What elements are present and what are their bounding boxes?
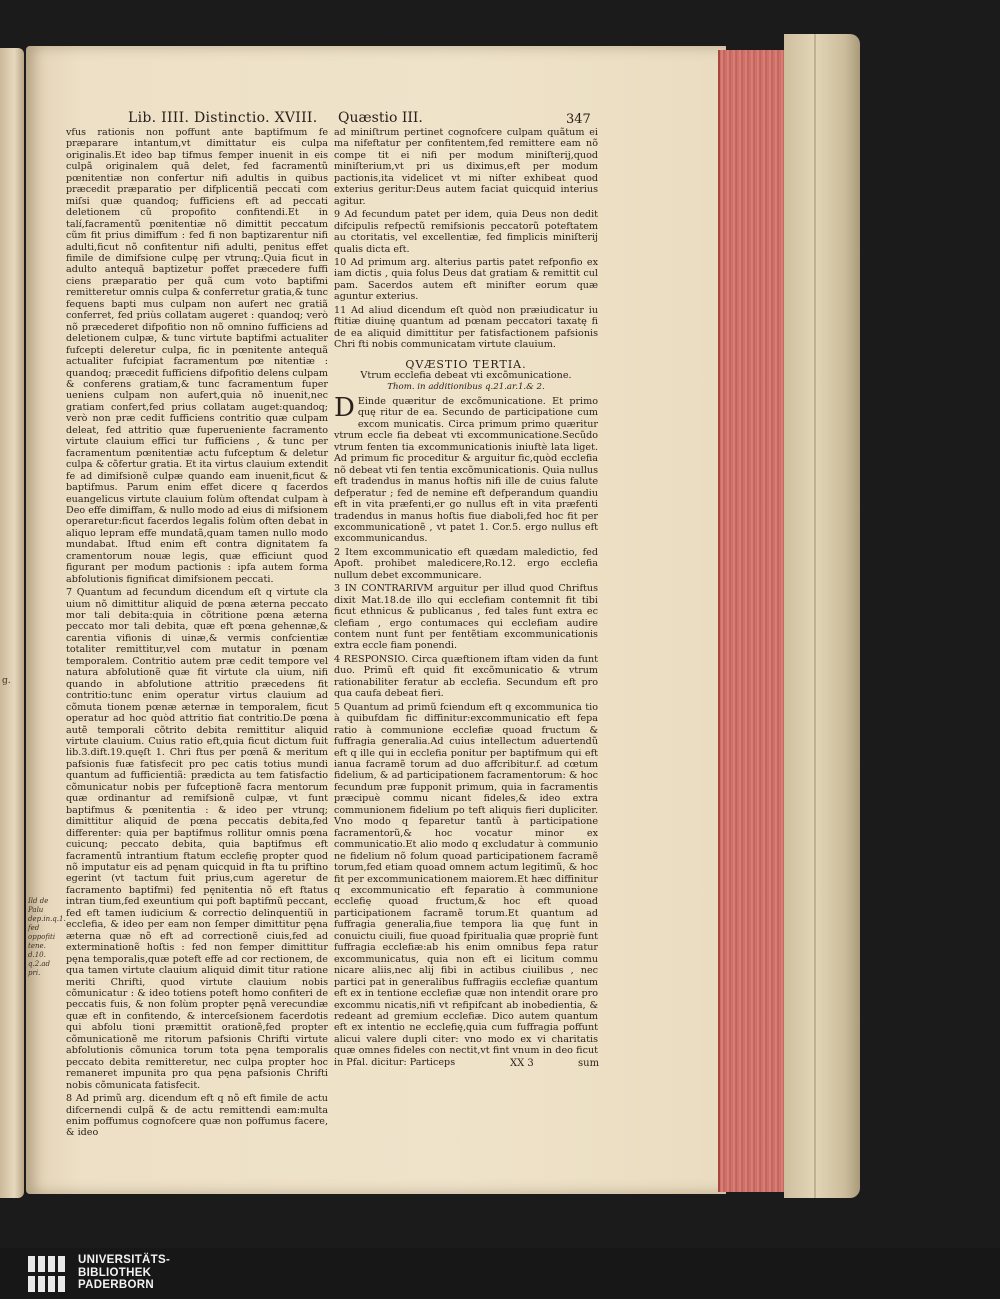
right-paragraph: 5 Quantum ad primũ fciendum eft q excommunica tio à quibufdam fic diffinitur:excommunicatio eft fepa ratio à communione ecclefiæ quoad fructum & fuffragia generalia.Ad cuius intellectum aduertendũ eft q ille qui in ecclefia ponitur per baptifmum qui eft ianua facramẽ torum ad duo affcribitur.f. ad cœtum fidelium, & ad participationem facramentorum: & hoc fecundum præ fupponit primum, quia in facramentis præcipuè commu nicant fideles,& ideo extra communionem fidelium po teft aliquis fieri dupliciter. Vno modo q feparetur tantũ à participatione facramentorũ,& hoc vocatur minor ex communicatio.Et alio modo q excludatur à communio ne fidelium nõ folum quoad participationem facramẽ torum,fed etiam quoad omnem actum legitimũ, & hoc fit per excommunicationem maiorem.Et hæc diffinitur q excommunicatio eft feparatio à communione ecclefię quoad fructum,& hoc eft quoad participationem facramẽ torum.Et quantum ad fuffragia generalia,fiue tempora lia quę funt in conuictu ciuili, fiue quoad fpiritualia quæ propriè funt fuffragia ecclefiæ:ab his enim omnibus fepa ratur excommunicatus, quia non eft ei licitum commu nicare aliis,nec alij fibi in actibus ciuilibus , nec partici pat in generalibus fuffragiis ecclefiæ quantum eft ex in tentione ecclefiæ quæ non intendit orare pro excommu nicatis,nifi vt refipifcant ab inobedientia, & redeant ad gremium ecclefiæ. Dico autem quantum eft ex intentio ne ecclefię,quia cum fuffragia poffunt alicui valere dupli citer: vno modo ex vi charitatis quæ omnes fideles con nectit,vt fint vnum in deo ficut in Pfal. dicitur: Particeps <box>334 701 598 1068</box>
running-head-left: Lib. IIII. Distinctio. XVIII. <box>128 110 318 126</box>
right-text-column <box>334 127 598 1067</box>
right-paragraph: 10 Ad primum arg. alterius partis patet refponfio ex iam dictis , quia folus Deus dat gratiam & remittit cul pam. Sacerdos autem eft minifter eorum quæ aguntur exterius. <box>334 256 598 303</box>
right-paragraph: 9 Ad fecundum patet per idem, quia Deus non dedit difcipulis refpectũ remifsionis peccatorũ poteftatem au ctoritatis, vel excellentiæ, fed fimplicis miniſterij qualis dicta eft. <box>334 209 598 255</box>
opening-text: Einde quæritur de excõmunicatione. Et primo quę ritur de ea. Secundo de participatione cum excom municatis. Circa primum primo quæritur vtrum eccle fia debeat vti excommunicatione.Secũdo vtrum fenten tia excommunicationis iniuftè lata liget. Ad primum fic proceditur & arguitur fic,quòd ecclefia nõ debeat vti fen tentia excõmunicationis. Quia nullus eft tradendus in manus hoftis nifi ille de cuius falute defperatur ; fed de nemine eft defperandum quandiu eft in vita præfenti,er go nullus eft in vita præfenti tradendus in manus hoſtis fiue diaboli,fed hoc fit per excommunicationẽ , vt patet 1. Cor.5. ergo nullus eft excommunicandus. <box>334 395 598 545</box>
vellum-cover <box>784 34 860 1198</box>
left-paragraph: 7 Quantum ad fecundum dicendum eſt q virtute cla uium nõ dimittitur aliquid de pœna æterna peccato mor tali debita:quia in cõtritione pœna æterna peccato mor tali debita, quæ eft pœna gehennæ,& carentia vifionis di uinæ,& vermis confcientiæ totaliter remittitur,vel com mutatur in pœnam temporalem. Contritio autem præ cedit tempore vel natura abfolutionẽ quæ fit virtute cla uium, nifi quando in abfolutione attritio præcedens fit contritio:tunc enim operatur virtus clauium ad cõmuta tionem pœnæ æternæ in temporalem, ficut operatur ad hoc quòd attritio fiat contritio.De pœna autẽ temporali cõtrito debita remittitur aliquid virtute clauium. Cuius ratio eft,quia ficut dictum fuit lib.3.dift.19.quęſt 1. Chri ftus per pœnã & meritum pafsionis fuæ fatisfecit pro pec catis totius mundi quantum ad fufficientiã: prædicta au tem fatisfactio cõmunicatur nobis per fufceptionẽ facra mentorum quæ ordinantur ad remifsionẽ culpæ, vt funt baptifmus & pœnitentia : & ideo per vtrunq; dimittitur aliquid de pœna peccatis debita,fed differenter: quia per baptifmus rollitur omnis pœna cuicunq; peccato debita, quia baptifmus eft facramentũ intrantium ftatum ecclefię propter quod nõ imputatur eis ad pęnam quicquid in fta tu priftino egerint (vt tactum fuit prius,cum ageretur de facramento baptifmi) fed pęnitentia nõ eft ftatus intran tium,fed exeuntium qui poft baptifmũ peccant, fed eft tamen iudicium & correctio delinquentiũ in ecclefia, & ideo per eam non ſemper dimittitur pęna æterna quæ nõ eft ad correctionẽ ciuis,fed ad exterminationẽ hoſtis : fed non femper dimittitur pęna temporalis,quæ poteft effe ad cor rectionem, de qua tamen virtute clauium aliquid dimit titur ratione meriti Chrifti, quod virtute clauium nobis cõmunicatur : & ideo totiens poteft homo confiteri de peccatis fuis, & non folùm propter pęnã verecundiæ quæ eft in confitendo, & interceſsionem facerdotis qui abfolu tioni præmittit orationẽ,fed propter cõmunicationẽ me ritorum pafsionis Chrifti virtute abfolutionis cõmunica torum tota pęna temporalis peccato debita remitteretur, nec culpa propter hoc remaneret impunita pro qua pęna pafsionis Chrifti nobis cõmunicata fatisfecit. <box>66 587 328 1091</box>
folio-number: 347 <box>566 112 591 127</box>
footer-bar <box>0 1248 1000 1299</box>
logo-line: UNIVERSITÄTS- <box>78 1254 171 1266</box>
left-paragraph: 8 Ad primũ arg. dicendum eft q nõ eft fimile de actu difcernendi culpã & de actu remittendi eam:multa enim poffumus cognofcere quæ non poffumus facere, & ideo <box>66 1093 328 1139</box>
signature-mark: XX 3 <box>510 1058 534 1069</box>
left-paragraph: vfus rationis non poffunt ante baptifmum fe præparare intantum,vt dimittatur eis culpa originalis.Et ideo bap tifmus femper inuenit in eis culpã originalem quã delet, fed facramentũ pœnitentiæ non confertur nifi adultis in quibus præcedit præparatio per difplicentiã peccati com miſsi quæ quandoq; fufficiens eft ad peccati deletionem cũ propofito confitendi.Et in talí,facramentũ pœnitentiæ nõ dimittit peccatum cũm fit prius dimiffum : fed fi non baptizarentur nifi adulti,ficut nõ confitentur nifi adulti, penitus effet fimile de dimifsione culpę per vtrunq;.Quia ficut in adulto antequã baptizetur poffet præcedere fuffi ciens præparatio per quã cum voto baptifmi remitteretur omnis culpa & conferretur gratia,& tunc fequens bapti mus culpam non aufert nec gratiã conferret, fed priùs collatam augeret : quandoq; verò nõ præcederet difpofitio non nõ omnino fufficiens ad deletionem culpæ, & tunc virtute baptifmi actualiter fufcepti deleretur culpa, fic in pœnitente antequã actualiter fufcipiat facramentum pœ nitentiæ : quandoq; præcedit fufficiens difpofitio delens culpam & conferens gratiam,& tunc facramentum fuper ueniens culpam non aufert,quia nõ inuenit,nec gratiam confert,fed prius collatam auget:quandoq; verò non præ cedit fufficiens contritio quæ culpam deleat, fed attritio quæ fuperueniente facramento virtute clauium effici tur fufficiens , & tunc per facramentum pœnitentiæ actu fufceptum & deletur culpa & cõfertur gratia. Et ita virtus clauium extendit fe ad dimifsionẽ culpæ quando eam inuenit,ficut & baptifmus. Parum enim effet dicere q facerdos euangelicus virtute clauium folùm oftendat culpam à Deo effe dimiffam, & nullo modo ad eius di mifsionem operaretur:ficut facerdos legalis folùm often debat in aliquo lepram effe mundatã,quam tamen nullo modo mundabat. Iftud enim eft contra dignitatem fa cramentorum nouæ legis, quæ efficiunt quod figurant per modum pactionis : ipfa autem forma abfolutionis fignificat dimifsionem peccati. <box>66 127 328 585</box>
right-paragraph: 4 RESPONSIO. Circa quæftionem iftam viden da funt duo. Primũ eft quid fit excõmunicatio & vtrum rationabiliter feratur ab ecclefia. Secundum eft pro qua caufa debeat fieri. <box>334 653 598 700</box>
logo-line: PADERBORN <box>78 1279 154 1291</box>
right-paragraph: 2 Item excommunicatio eft quædam maledictio, fed Apoft. prohibet maledicere,Ro.12. ergo ecclefia nullum debet excommunicare. <box>334 546 598 581</box>
question-opening <box>334 392 598 545</box>
drop-cap: D <box>334 392 355 423</box>
catchword: sum <box>578 1058 600 1069</box>
library-logo-text <box>78 1254 170 1292</box>
library-logo-icon <box>28 1256 68 1292</box>
question-title: QVÆSTIO TERTIA. <box>405 357 527 371</box>
left-margin-mark: g. <box>2 676 11 686</box>
running-head-right: Quæstio III. <box>338 110 423 126</box>
right-paragraph: ad miniſtrum pertinet cognofcere culpam quãtum ei ma nifeftatur per confitentem,fed remittere eam nõ compe tit ei nifi per modum miniſterij,quod miniſterium,vt pri us diximus,eft per modum pactionis,ita videlicet vt mi niſter exhibeat quod exterius geritur:Deus autem faciat quicquid interius agitur. <box>334 127 598 207</box>
right-paragraph: 11 Ad aliud dicendum eſt quòd non præiudicatur iu ftitiæ diuinę quantum ad pœnam peccatori taxatę fi de ea aliquid dimittitur per fatisfactionem pafsionis Chri fti nobis communicatam virtute clauium. <box>334 304 598 351</box>
question-subtitle: Vtrum ecclefia debeat vti excõmunicatione. <box>360 370 572 382</box>
marginal-note: Ild de Palu dep.in.q.1. fed oppofiti tene. d.10. q.2.ad pri. <box>28 897 66 977</box>
left-page-edge <box>0 48 24 1198</box>
red-page-edges <box>718 50 786 1192</box>
right-paragraph: 3 IN CONTRARIVM arguitur per illud quod Chriftus dixit Mat.18.de illo qui ecclefiam contemnit fit tibi ficut ethnicus & publicanus , fed tales funt extra ec clefiam , ergo contumaces qui ecclefiam audire contem nunt funt per fentẽtiam excommunicationis extra eccle fiam ponendi. <box>334 583 598 652</box>
question-reference: Thom. in additionibus q.21.ar.1.& 2. <box>387 381 545 392</box>
left-text-column <box>66 127 328 1139</box>
logo-line: BIBLIOTHEK <box>78 1266 152 1279</box>
